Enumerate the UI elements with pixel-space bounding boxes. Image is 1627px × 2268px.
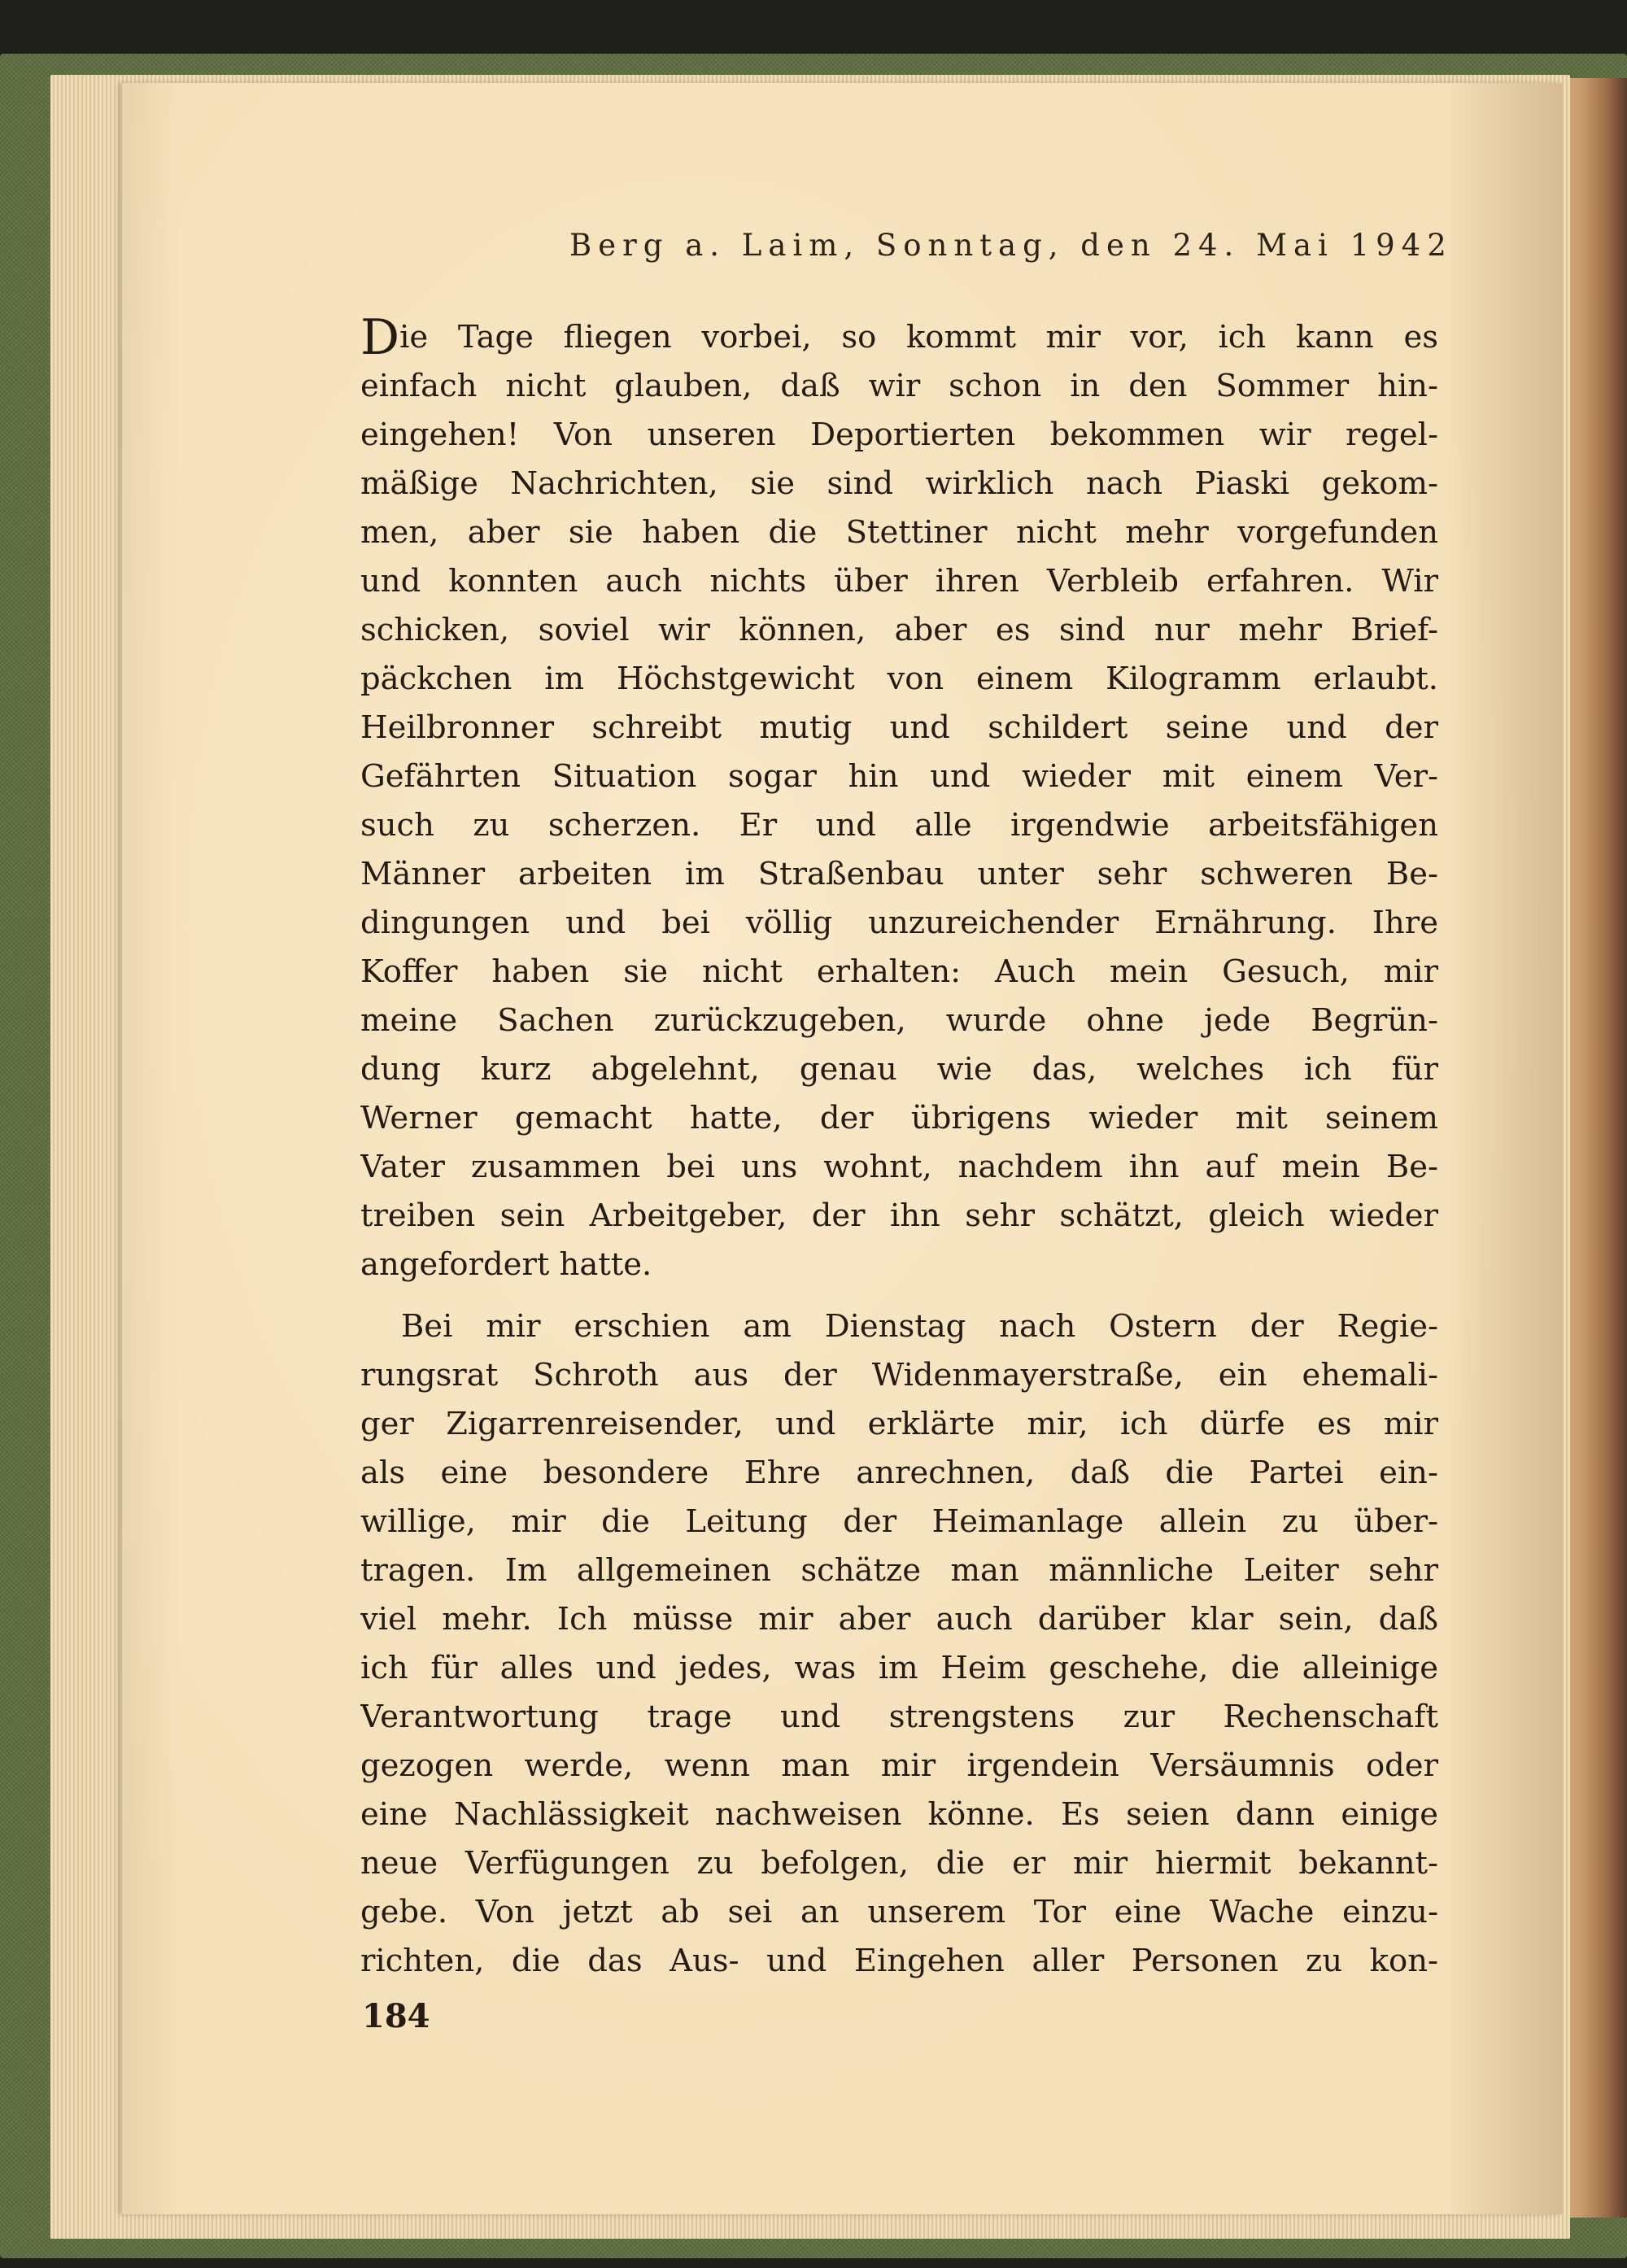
paragraph-1 xyxy=(360,313,1438,1289)
text-line xyxy=(360,313,1438,362)
text-line: päckchen im Höchstgewicht von einem Kilogramm erlaubt. xyxy=(360,661,1438,697)
text-line: schicken, soviel wir können, aber es sind nur mehr Brief- xyxy=(360,612,1438,648)
text-line: Werner gemacht hatte, der übrigens wieder mit seinem xyxy=(360,1100,1438,1136)
text-line: ger Zigarrenreisender, und erklärte mir, ich dürfe es mir xyxy=(360,1406,1438,1442)
text-line: und konnten auch nichts über ihren Verbleib erfahren. Wir xyxy=(360,563,1438,600)
text-line: men, aber sie haben die Stettiner nicht mehr vorgefunden xyxy=(360,514,1438,551)
text-line: Koffer haben sie nicht erhalten: Auch mein Gesuch, mir xyxy=(360,953,1438,990)
first-line-rest: ie Tage fliegen vorbei, so kommt mir vor, ich kann es xyxy=(399,319,1438,355)
text-line: Gefährten Situation sogar hin und wieder mit einem Ver- xyxy=(360,758,1438,795)
text-line: Bei mir erschien am Dienstag nach Ostern der Regie- xyxy=(401,1308,1438,1345)
text-line: viel mehr. Ich müsse mir aber auch darüber klar sein, daß xyxy=(360,1601,1438,1638)
body-text xyxy=(360,313,1438,1986)
paragraph-gap xyxy=(360,1289,1438,1302)
text-line: eine Nachlässigkeit nachweisen könne. Es seien dann einige xyxy=(360,1796,1438,1833)
text-line: tragen. Im allgemeinen schätze man männliche Leiter sehr xyxy=(360,1552,1438,1589)
text-line: angefordert hatte. xyxy=(360,1246,652,1283)
page-number: 184 xyxy=(362,1997,430,2035)
text-line: als eine besondere Ehre anrechnen, daß die Partei ein- xyxy=(360,1455,1438,1491)
text-line: rungsrat Schroth aus der Widenmayerstraße, ein ehemali- xyxy=(360,1357,1438,1394)
text-line: richten, die das Aus- und Eingehen aller Personen zu kon- xyxy=(360,1943,1438,1979)
running-head: Berg a. Laim, Sonntag, den 24. Mai 1942 xyxy=(569,228,1453,263)
text-line: dung kurz abgelehnt, genau wie das, welches ich für xyxy=(360,1051,1438,1088)
text-line: Verantwortung trage und strengstens zur Rechenschaft xyxy=(360,1699,1438,1735)
text-line: mäßige Nachrichten, sie sind wirklich nach Piaski gekom- xyxy=(360,465,1438,502)
text-line: neue Verfügungen zu befolgen, die er mir hiermit bekannt- xyxy=(360,1845,1438,1882)
drop-cap: D xyxy=(360,313,400,362)
text-line: willige, mir die Leitung der Heimanlage allein zu über- xyxy=(360,1503,1438,1540)
text-line: gebe. Von jetzt ab sei an unserem Tor eine Wache einzu- xyxy=(360,1894,1438,1930)
text-line: Vater zusammen bei uns wohnt, nachdem ihn auf mein Be- xyxy=(360,1149,1438,1185)
text-line: gezogen werde, wenn man mir irgendein Versäumnis oder xyxy=(360,1747,1438,1784)
text-line: meine Sachen zurückzugeben, wurde ohne jede Begrün- xyxy=(360,1002,1438,1039)
text-line: einfach nicht glauben, daß wir schon in den Sommer hin- xyxy=(360,368,1438,404)
paragraph-2 xyxy=(360,1302,1438,1986)
text-line: dingungen und bei völlig unzureichender Ernährung. Ihre xyxy=(360,905,1438,941)
text-line: such zu scherzen. Er und alle irgendwie arbeitsfähigen xyxy=(360,807,1438,844)
text-line: Heilbronner schreibt mutig und schildert seine und der xyxy=(360,709,1438,746)
text-line: Männer arbeiten im Straßenbau unter sehr schweren Be- xyxy=(360,856,1438,892)
text-line: eingehen! Von unseren Deportierten bekommen wir regel- xyxy=(360,417,1438,453)
text-line: ich für alles und jedes, was im Heim geschehe, die alleinige xyxy=(360,1650,1438,1686)
text-line: treiben sein Arbeitgeber, der ihn sehr schätzt, gleich wieder xyxy=(360,1197,1438,1234)
